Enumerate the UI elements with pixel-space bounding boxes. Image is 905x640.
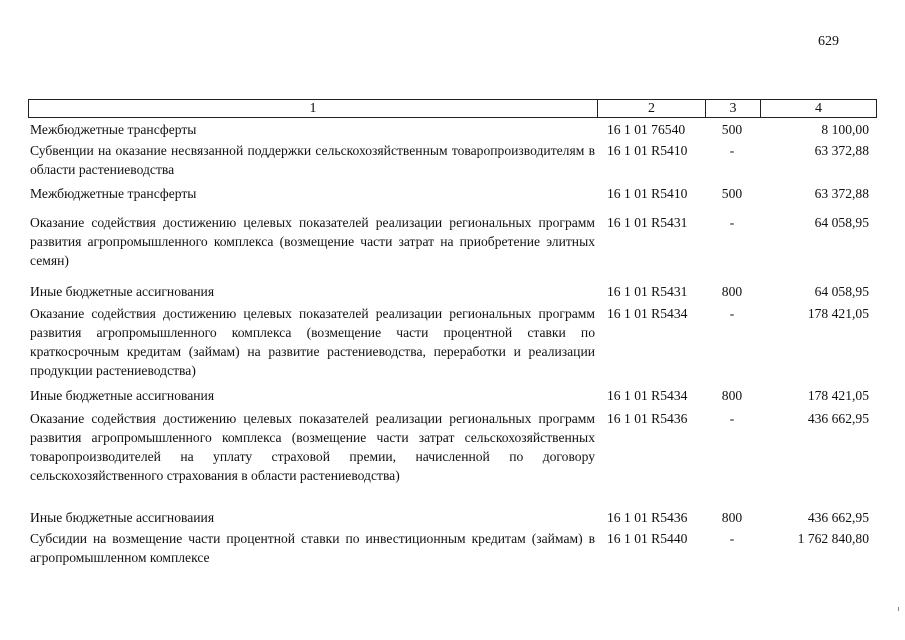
header-col-4: 4 bbox=[815, 101, 822, 116]
row-amount: 436 662,95 bbox=[807, 510, 869, 525]
scan-mark bbox=[898, 607, 899, 611]
row-code: 16 1 01 R5431 bbox=[607, 284, 688, 299]
row-type: - bbox=[729, 215, 735, 230]
row-name: Иные бюджетные ассигнования bbox=[30, 284, 215, 299]
row-amount: 63 372,88 bbox=[814, 143, 869, 158]
row-code: 16 1 01 R5410 bbox=[607, 186, 688, 201]
row-type: - bbox=[729, 306, 735, 321]
table-header bbox=[28, 99, 877, 118]
row-name: Оказание содействия достижению целевых показателей реализации региональных программ развития агропромышленного комплекса (возмещение части процентной ставки по краткосрочным кредитам (займам) на развитие растениеводства, переработки и реализации продукции растениеводства) bbox=[30, 306, 595, 378]
row-type: 800 bbox=[721, 388, 743, 403]
row-amount: 8 100,00 bbox=[821, 122, 869, 137]
header-col-3: 3 bbox=[729, 101, 737, 116]
row-code: 16 1 01 R5440 bbox=[607, 531, 688, 546]
row-amount: 63 372,88 bbox=[814, 186, 869, 201]
row-name: Межбюджетные трансферты bbox=[30, 122, 197, 137]
row-code: 16 1 01 R5431 bbox=[607, 215, 688, 230]
row-type: 800 bbox=[721, 284, 743, 299]
row-name: Субсидии на возмещение части процентной ставки по инвестиционным кредитам (займам) в агропромышленном комплексе bbox=[30, 531, 595, 565]
row-code: 16 1 01 R5434 bbox=[607, 388, 688, 403]
header-col-2: 2 bbox=[648, 101, 655, 116]
row-name: Оказание содействия достижению целевых показателей реализации региональных программ развития агропромышленного комплекса (возмещение части затрат на приобретение элитных семян) bbox=[30, 215, 595, 268]
row-amount: 178 421,05 bbox=[807, 388, 869, 403]
row-name: Оказание содействия достижению целевых показателей реализации региональных программ развития агропромышленного комплекса (возмещение части затрат сельскохозяйственных товаропроизводителей на уплату страховой премии, начисленной по договору сельскохозяйственного страхования в области растениеводства) bbox=[30, 411, 595, 483]
row-name: Межбюджетные трансферты bbox=[30, 186, 197, 201]
row-amount: 64 058,95 bbox=[814, 215, 869, 230]
row-code: 16 1 01 76540 bbox=[607, 122, 686, 137]
row-name: Иные бюджетные ассигнования bbox=[30, 388, 215, 403]
row-type: 800 bbox=[721, 510, 743, 525]
row-code: 16 1 01 R5436 bbox=[607, 411, 688, 426]
row-type: - bbox=[729, 411, 735, 426]
row-type: 500 bbox=[721, 186, 743, 201]
row-amount: 178 421,05 bbox=[807, 306, 869, 321]
row-amount: 436 662,95 bbox=[807, 411, 869, 426]
row-code: 16 1 01 R5436 bbox=[607, 510, 688, 525]
row-type: 500 bbox=[721, 122, 743, 137]
row-type: - bbox=[729, 143, 735, 158]
row-amount: 1 762 840,80 bbox=[797, 531, 869, 546]
row-name: Субвенции на оказание несвязанной поддержки сельскохозяйственным товаропроизводителям в области растениеводства bbox=[30, 143, 595, 177]
row-amount: 64 058,95 bbox=[814, 284, 869, 299]
row-name: Иные бюджетные ассигноваиия bbox=[30, 510, 215, 525]
row-code: 16 1 01 R5410 bbox=[607, 143, 688, 158]
row-type: - bbox=[729, 531, 735, 546]
header-col-1: 1 bbox=[309, 101, 317, 116]
row-code: 16 1 01 R5434 bbox=[607, 306, 688, 321]
page-number: 629 bbox=[818, 34, 839, 49]
